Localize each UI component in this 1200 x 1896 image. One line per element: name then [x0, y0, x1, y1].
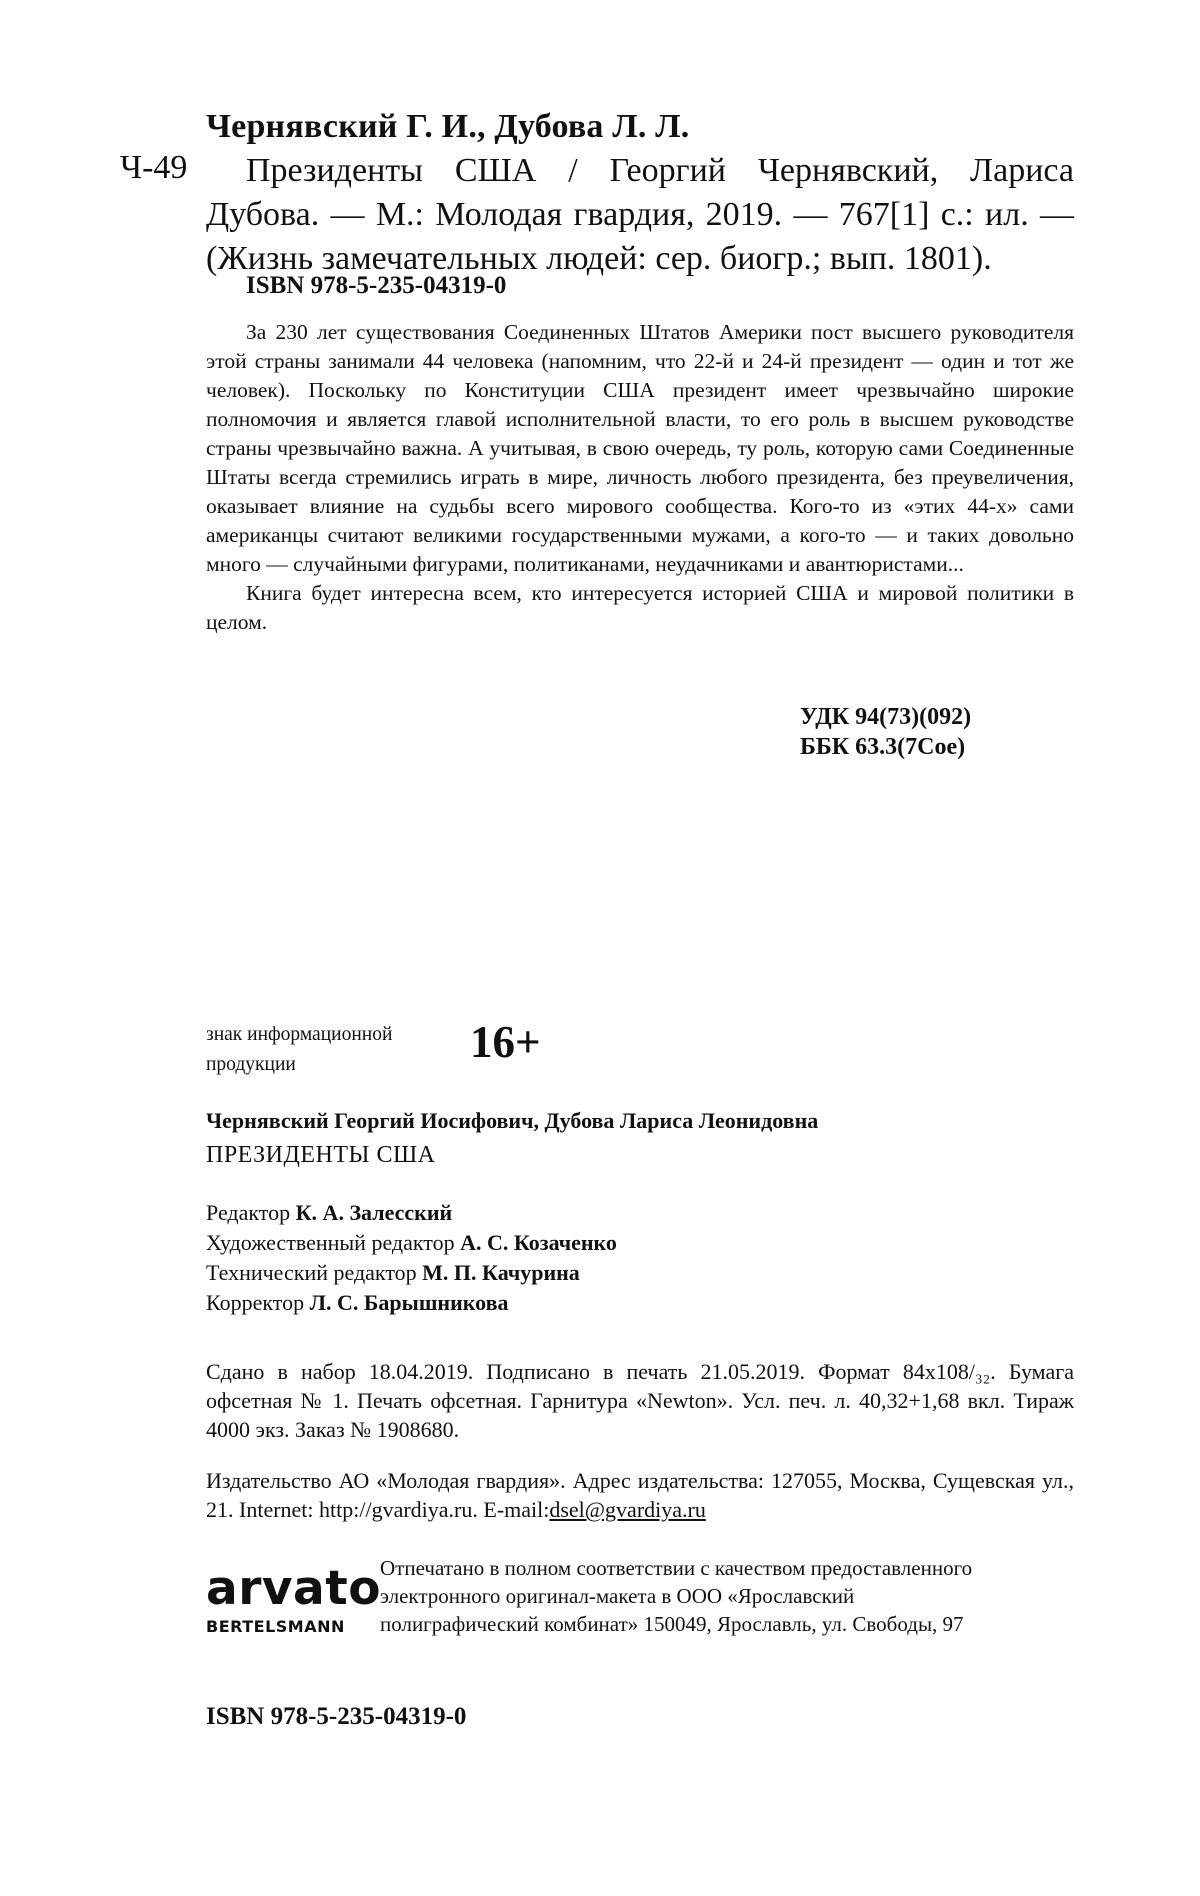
classification-codes: [800, 702, 1074, 762]
logo-subtitle: BERTELSMANN: [206, 1617, 345, 1636]
staff-name: М. П. Качурина: [422, 1260, 580, 1285]
author-mark-code: Ч-49: [120, 149, 188, 186]
staff-role: Технический редактор: [206, 1260, 423, 1285]
isbn-top: ISBN 978-5-235-04319-0: [246, 272, 507, 299]
imprint-title: ПРЕЗИДЕНТЫ США: [206, 1142, 436, 1168]
publisher-text: Издательство АО «Молодая гвардия». Адрес издательства: 127055, Москва, Сущевская ул., 21. Internet: http://gvardiya.ru. E-mail:: [206, 1468, 1074, 1522]
isbn-bottom: ISBN 978-5-235-04319-0: [206, 1703, 467, 1730]
udk-code: УДК 94(73)(092): [800, 704, 972, 730]
arvato-logo: [206, 1561, 382, 1636]
annotation-paragraph-1: За 230 лет существования Соединенных Штатов Америки пост высшего руководителя этой страны занимали 44 человека (напомним, что 22-й и 24-й президент — один и тот же человек). Поскольку по Конституции США президент имеет чрезвычайно широкие полномочия и является главой исполнительной власти, то его роль в высшем руководстве страны чрезвычайно важна. А учитывая, в свою очередь, ту роль, которую сами Соединенные Штаты всегда стремились играть в мире, личность любого президента, без преувеличения, оказывает влияние на судьбы всего мирового сообщества. Кого-то из «этих 44-х» сами американцы считают великими государственными мужами, а кого-то — и таких довольно много — случайными фигурами, политиканами, неудачниками и авантюристами...: [206, 320, 1074, 576]
staff-role: Корректор: [206, 1290, 310, 1315]
age-label-line-2: продукции: [206, 1054, 296, 1075]
staff-row-editor: [206, 1198, 617, 1228]
age-rating-mark: 16+: [470, 1017, 541, 1067]
printer-info: Отпечатано в полном соответствии с качеством предоставленного электронного оригинал-макета в ООО «Ярославский полиграфический комбинат» 150049, Ярославль, ул. Свободы, 97: [380, 1556, 973, 1636]
staff-name: А. С. Козаченко: [460, 1230, 617, 1255]
publisher-email-link[interactable]: dsel@gvardiya.ru: [549, 1497, 706, 1522]
annotation-paragraph-2: Книга будет интересна всем, кто интересуется историей США и мировой политики в целом.: [206, 581, 1074, 634]
publisher-info: [206, 1466, 1074, 1524]
print-info: Сдано в набор 18.04.2019. Подписано в печать 21.05.2019. Формат 84х108/₃₂. Бумага офсетная № 1. Печать офсетная. Гарнитура «Newton». Усл. печ. л. 40,32+1,68 вкл. Тираж 4000 экз. Заказ № 1908680.: [206, 1359, 1074, 1442]
staff-row-proofreader: [206, 1288, 617, 1318]
editorial-staff: [206, 1198, 617, 1318]
staff-role: Художественный редактор: [206, 1230, 461, 1255]
staff-role: Редактор: [206, 1200, 296, 1225]
staff-row-art-editor: [206, 1228, 617, 1258]
staff-name: К. А. Залесский: [295, 1200, 453, 1225]
staff-row-tech-editor: [206, 1258, 617, 1288]
bibliographic-description: Президенты США / Георгий Чернявский, Лариса Дубова. — М.: Молодая гвардия, 2019. — 767[1] с.: ил. — (Жизнь замечательных людей: сер. биогр.; вып. 1801).: [206, 152, 1074, 277]
staff-name: Л. С. Барышникова: [309, 1290, 509, 1315]
imprint-authors: Чернявский Георгий Иосифович, Дубова Лариса Леонидовна: [206, 1108, 819, 1133]
annotation: [206, 318, 1074, 637]
logo-wordmark: arvato: [206, 1561, 382, 1616]
age-label-line-1: знак информационной: [206, 1024, 393, 1045]
age-rating-label: [206, 1020, 446, 1080]
top-authors: Чернявский Г. И., Дубова Л. Л.: [206, 108, 690, 145]
bbk-code: ББК 63.3(7Сое): [800, 734, 966, 760]
